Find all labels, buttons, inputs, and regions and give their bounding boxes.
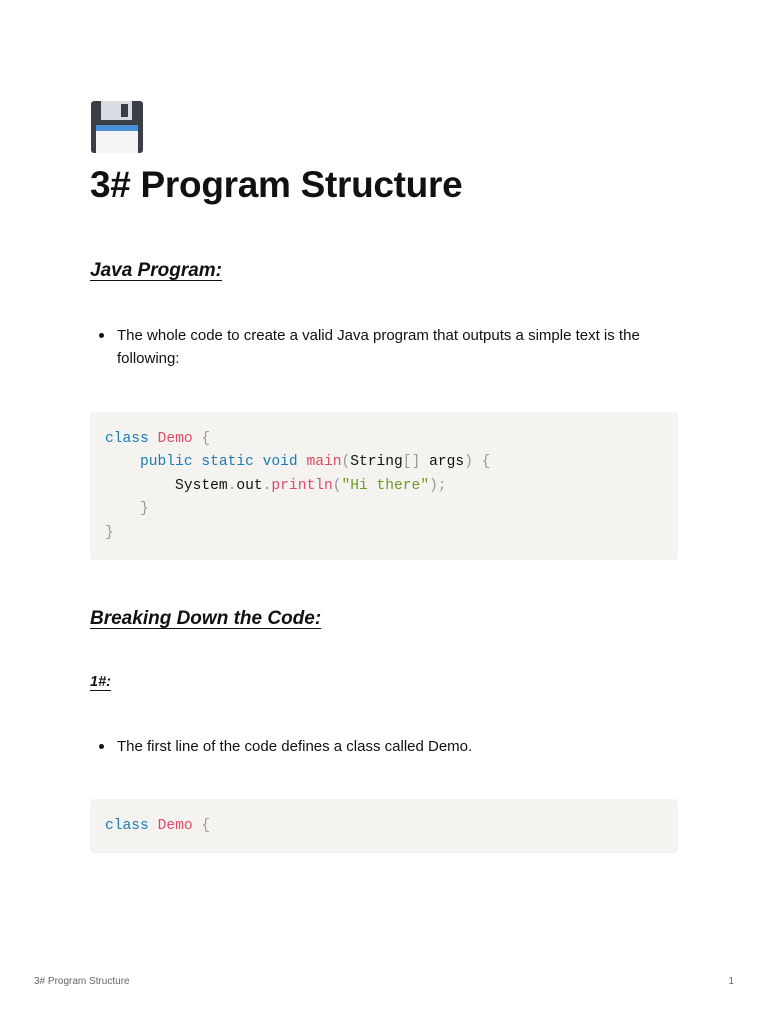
code-token xyxy=(473,454,482,470)
code-line xyxy=(105,815,663,838)
code-line xyxy=(105,522,663,545)
code-token: { xyxy=(201,818,211,834)
code-token: main xyxy=(306,454,342,471)
list-item-text: The first line of the code defines a class called Demo. xyxy=(117,738,473,755)
code-token: . xyxy=(262,477,272,494)
code-token xyxy=(105,501,140,517)
footer-title: 3# Program Structure xyxy=(34,976,130,987)
code-token: ); xyxy=(429,477,447,494)
code-token: } xyxy=(105,524,114,541)
code-token: { xyxy=(481,454,491,471)
bullet-dot xyxy=(99,744,104,749)
code-token: ) xyxy=(464,454,473,471)
code-line xyxy=(105,498,663,521)
code-token: { xyxy=(201,431,211,447)
page-content xyxy=(90,100,678,834)
code-token xyxy=(149,431,158,447)
floppy-disk-icon xyxy=(90,100,144,154)
code-block-java-program[interactable] xyxy=(90,412,678,560)
code-token: static xyxy=(201,454,254,471)
section-heading-java-program: Java Program: xyxy=(90,260,223,281)
list-item xyxy=(90,735,660,758)
code-token xyxy=(105,454,140,470)
code-token: "Hi there" xyxy=(341,477,430,494)
code-token xyxy=(149,818,158,834)
code-token: class xyxy=(105,431,149,447)
page-number: 1 xyxy=(728,976,734,987)
code-line xyxy=(105,451,663,474)
list-item xyxy=(90,324,660,370)
code-token: println xyxy=(271,477,333,494)
code-token: args xyxy=(420,454,465,471)
code-token: class xyxy=(105,818,149,834)
code-token: public xyxy=(140,454,193,471)
bullet-dot xyxy=(99,333,104,338)
code-token: String xyxy=(350,454,403,471)
page-title: 3# Program Structure xyxy=(90,164,463,205)
code-token xyxy=(254,454,263,470)
code-token: ( xyxy=(332,477,342,494)
section-heading-breaking-down: Breaking Down the Code: xyxy=(90,608,322,629)
code-token: void xyxy=(262,454,298,471)
code-line xyxy=(105,428,663,451)
code-token: Demo xyxy=(157,431,193,447)
code-token: System xyxy=(105,477,228,494)
step-heading: 1#: xyxy=(90,674,111,690)
list-item-text: The whole code to create a valid Java program that outputs a simple text is the following: xyxy=(117,327,640,367)
code-block-class-demo[interactable] xyxy=(90,799,678,853)
code-token: ( xyxy=(341,454,351,471)
code-token: [] xyxy=(402,454,421,471)
code-token: . xyxy=(227,477,237,494)
code-token: } xyxy=(140,501,149,518)
code-token: Demo xyxy=(157,818,193,834)
code-token: out xyxy=(236,477,263,494)
code-line xyxy=(105,475,663,498)
